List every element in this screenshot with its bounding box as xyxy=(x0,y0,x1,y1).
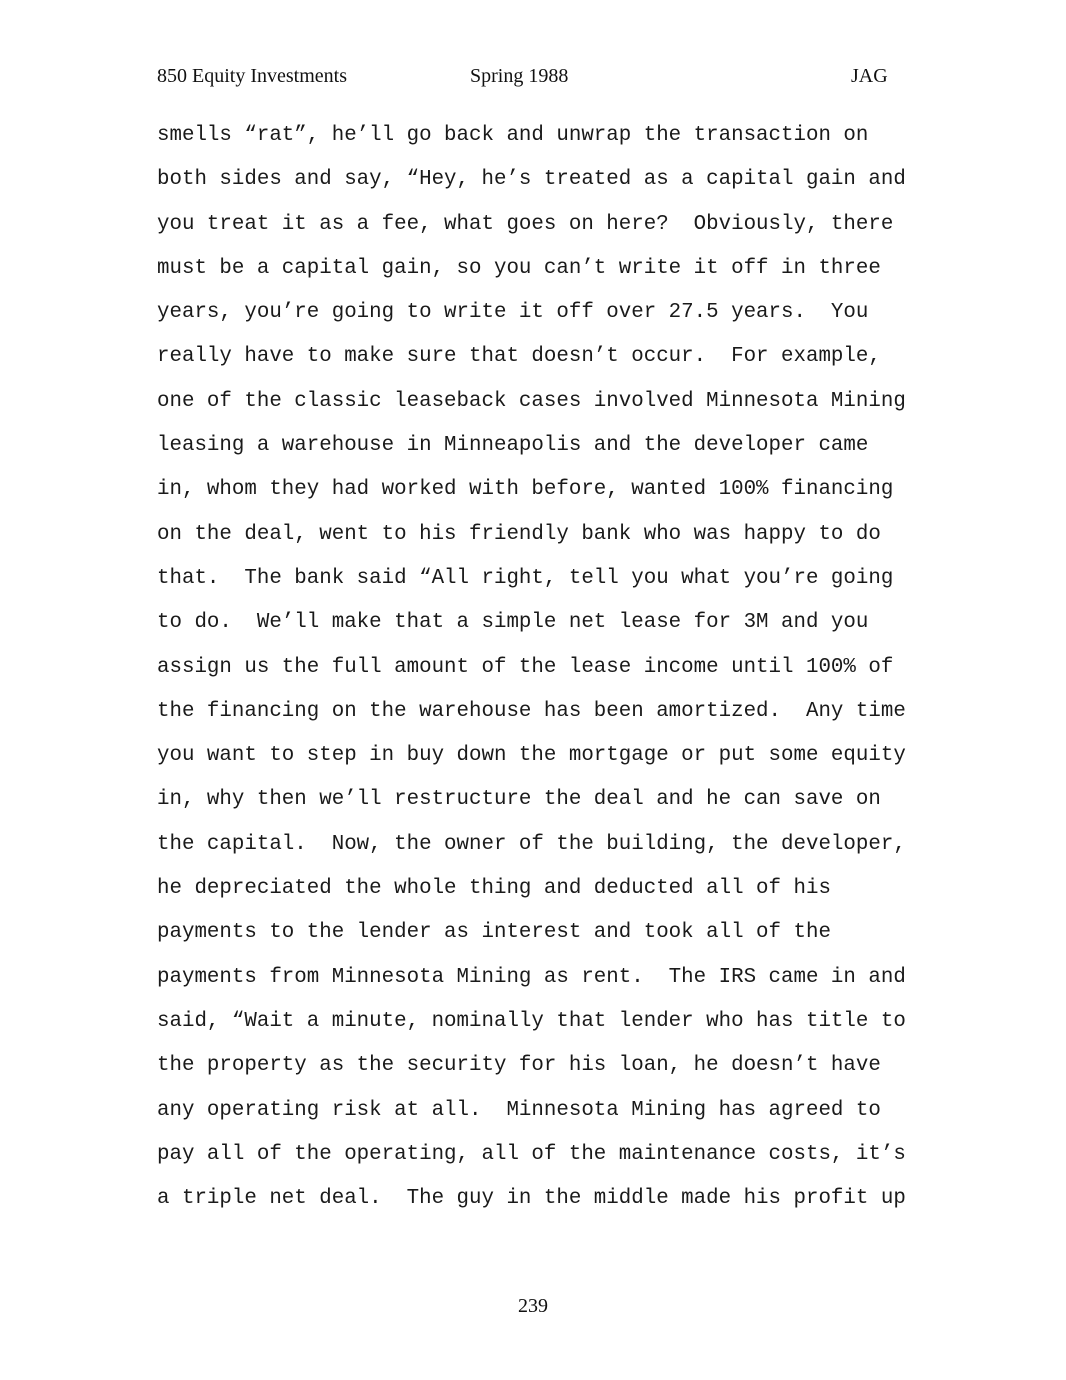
page-number: 239 xyxy=(518,1295,548,1317)
text-line: the capital. Now, the owner of the building, the developer, xyxy=(157,832,906,856)
text-line: you treat it as a fee, what goes on here? Obviously, there xyxy=(157,212,894,236)
author-initials: JAG xyxy=(851,65,888,87)
text-line: assign us the full amount of the lease income until 100% of xyxy=(157,655,894,679)
text-line: any operating risk at all. Minnesota Mining has agreed to xyxy=(157,1098,881,1122)
text-line: on the deal, went to his friendly bank who was happy to do xyxy=(157,522,881,546)
text-line: smells “rat”, he’ll go back and unwrap the transaction on xyxy=(157,124,869,147)
text-line: said, “Wait a minute, nominally that lender who has title to xyxy=(157,1009,906,1033)
text-line: in, why then we’ll restructure the deal and he can save on xyxy=(157,788,881,812)
text-line: he depreciated the whole thing and deducted all of his xyxy=(157,877,831,901)
text-line: a triple net deal. The guy in the middle made his profit up xyxy=(157,1187,906,1211)
page-header xyxy=(0,62,1066,92)
text-line: really have to make sure that doesn’t occur. For example, xyxy=(157,345,881,369)
course-title: 850 Equity Investments xyxy=(157,65,347,87)
text-line: that. The bank said “All right, tell you what you’re going xyxy=(157,566,894,590)
text-line: in, whom they had worked with before, wanted 100% financing xyxy=(157,478,894,502)
text-line: to do. We’ll make that a simple net lease for 3M and you xyxy=(157,611,869,635)
text-line: payments to the lender as interest and took all of the xyxy=(157,921,831,945)
text-line: the financing on the warehouse has been amortized. Any time xyxy=(157,699,906,723)
transcript-body xyxy=(157,114,937,1221)
text-line: leasing a warehouse in Minneapolis and the developer came xyxy=(157,434,869,458)
text-line: must be a capital gain, so you can’t write it off in three xyxy=(157,256,881,280)
text-line: both sides and say, “Hey, he’s treated as a capital gain and xyxy=(157,168,906,192)
term-label: Spring 1988 xyxy=(470,65,569,87)
text-line: one of the classic leaseback cases involved Minnesota Mining xyxy=(157,389,906,413)
text-line: years, you’re going to write it off over 27.5 years. You xyxy=(157,301,869,325)
text-line: pay all of the operating, all of the maintenance costs, it’s xyxy=(157,1142,906,1166)
text-line: you want to step in buy down the mortgage or put some equity xyxy=(157,744,906,768)
text-line: payments from Minnesota Mining as rent. The IRS came in and xyxy=(157,965,906,989)
text-line: the property as the security for his loan, he doesn’t have xyxy=(157,1054,881,1078)
